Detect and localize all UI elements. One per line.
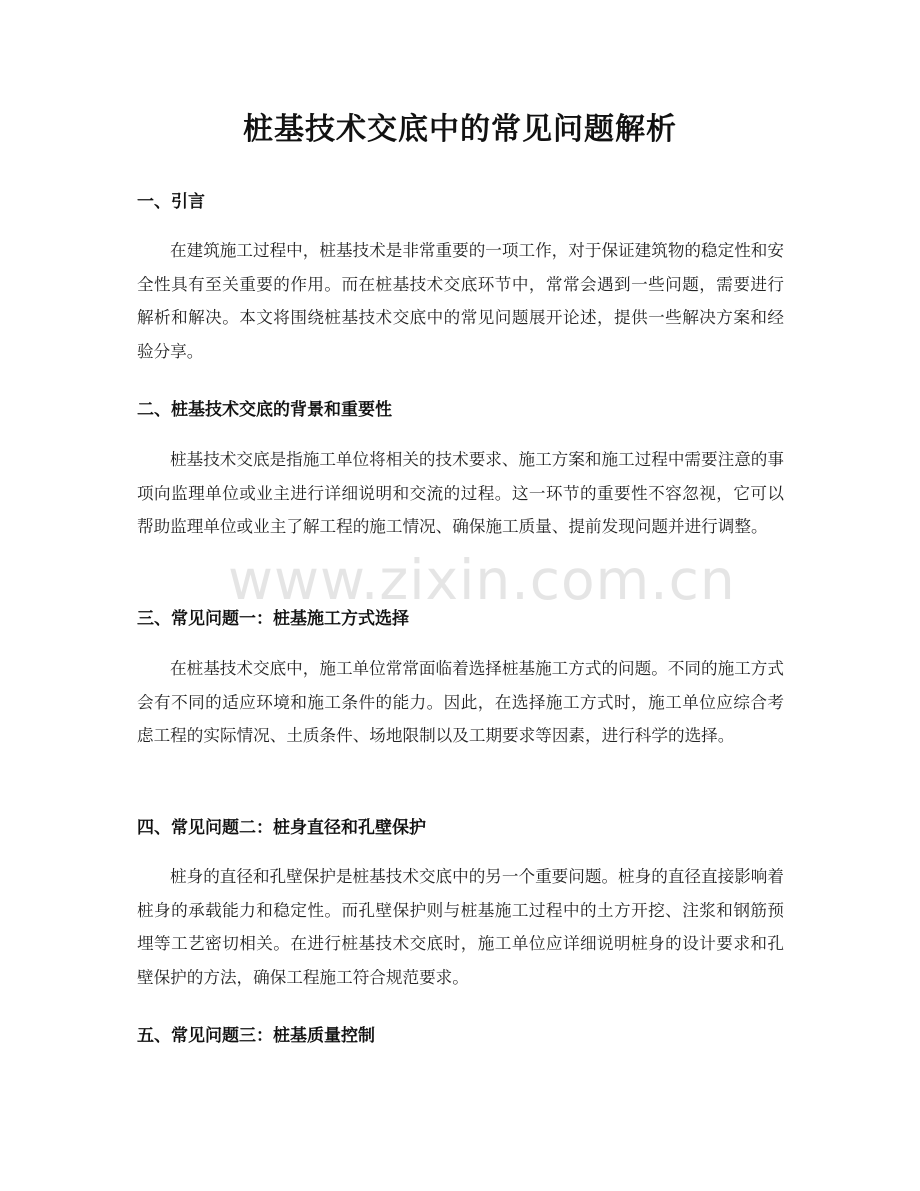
- section-paragraph-3: 在桩基技术交底中，施工单位常常面临着选择桩基施工方式的问题。不同的施工方式会有不同的适应环境和施工条件的能力。因此，在选择施工方式时，施工单位应综合考虑工程的实际情况、土质条件、场地限制以及工期要求等因素，进行科学的选择。: [137, 659, 784, 745]
- section-heading-5: 五、常见问题三：桩基质量控制: [137, 1026, 375, 1046]
- section-heading-4: 四、常见问题二：桩身直径和孔壁保护: [137, 818, 426, 838]
- section-heading-1: 一、引言: [137, 192, 205, 212]
- watermark-text: www.zixin.com.cn: [228, 548, 736, 612]
- section-paragraph-1: 在建筑施工过程中，桩基技术是非常重要的一项工作，对于保证建筑物的稳定性和安全性具有至关重要的作用。而在桩基技术交底环节中，常常会遇到一些问题，需要进行解析和解决。本文将围绕桩基技术交底中的常见问题展开论述，提供一些解决方案和经验分享。: [137, 241, 784, 361]
- document-title: 桩基技术交底中的常见问题解析: [243, 112, 677, 147]
- section-heading-3: 三、常见问题一：桩基施工方式选择: [137, 609, 409, 629]
- section-paragraph-4: 桩身的直径和孔壁保护是桩基技术交底中的另一个重要问题。桩身的直径直接影响着桩身的承载能力和稳定性。而孔壁保护则与桩基施工过程中的土方开挖、注浆和钢筋预埋等工艺密切相关。在进行桩基技术交底时，施工单位应详细说明桩身的设计要求和孔壁保护的方法，确保工程施工符合规范要求。: [137, 867, 784, 987]
- section-paragraph-2: 桩基技术交底是指施工单位将相关的技术要求、施工方案和施工过程中需要注意的事项向监理单位或业主进行详细说明和交流的过程。这一环节的重要性不容忽视，它可以帮助监理单位或业主了解工程的施工情况、确保施工质量、提前发现问题并进行调整。: [137, 450, 784, 536]
- section-heading-2: 二、桩基技术交底的背景和重要性: [137, 400, 392, 420]
